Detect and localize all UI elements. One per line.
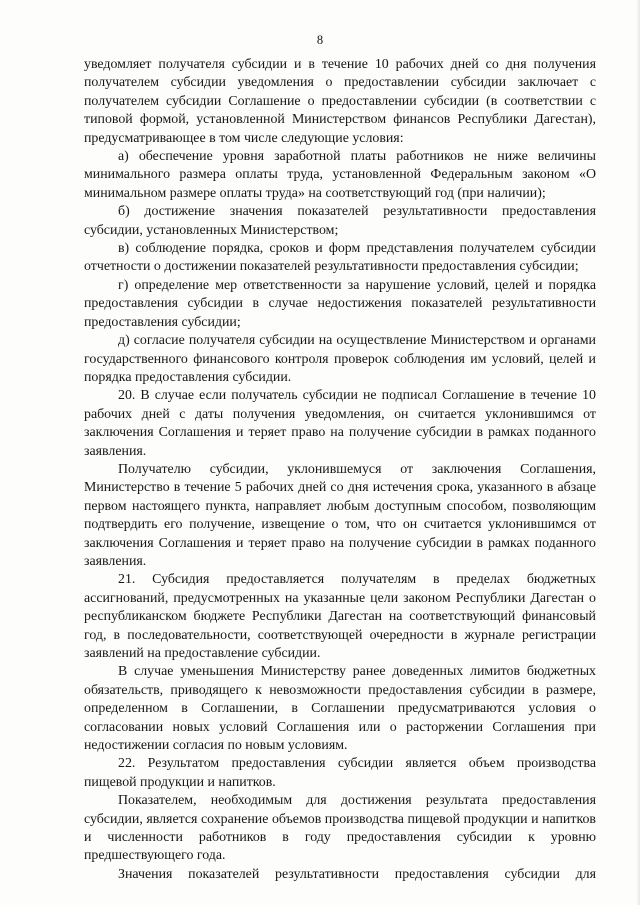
paragraph: Значения показателей результативности предоставления субсидии для [118, 866, 596, 882]
paragraph: 20. В случае если получатель субсидии не подписал Соглашение в течение 10 рабочих дней с даты получения уведомления, он считается уклонившимся от заключения Соглашения и теряет право на получение субсидии в рамках поданного заявления. [84, 388, 596, 459]
paragraph: Получателю субсидии, уклонившемуся от заключения Соглашения, Министерство в течение 5 рабочих дней со дня истечения срока, указанного в абзаце первом настоящего пункта, направляет любым доступным способом, позволяющим подтвердить его получение, извещение о том, что он считается уклонившимся от заключения Соглашения и теряет право на получение субсидии в рамках поданного заявления. [84, 461, 596, 569]
document-body [84, 56, 596, 884]
paragraph: уведомляет получателя субсидии и в течение 10 рабочих дней со дня получения получателем субсидии уведомления о предоставлении субсидии заключает с получателем субсидии Соглашение о предоставлении субсидии (в соответствии с типовой формой, установленной Министерством финансов Республики Дагестан), предусматривающее в том числе следующие условия: [84, 57, 596, 146]
scan-edge-shadow [636, 0, 640, 905]
paragraph: д) согласие получателя субсидии на осуществление Министерством и органами государственного финансового контроля проверок соблюдения им условий, целей и порядка предоставления субсидии. [84, 333, 596, 385]
paragraph: 21. Субсидия предоставляется получателям в пределах бюджетных ассигнований, предусмотренных на указанные цели законом Республики Дагестан о республиканском бюджете Республики Дагестан на соответствующий финансовый год, в последовательности, соответствующей очередности в журнале регистрации заявлений на предоставление субсидии. [84, 572, 596, 661]
paragraph: В случае уменьшения Министерству ранее доведенных лимитов бюджетных обязательств, приводящего к невозможности предоставления субсидии в размере, определенном в Соглашении, в Соглашении предусматриваются условия о согласовании новых условий Соглашения или о расторжении Соглашения при недостижении согласия по новым условиям. [84, 664, 596, 754]
paragraph: 22. Результатом предоставления субсидии является объем производства пищевой продукции и напитков. [84, 756, 596, 790]
paragraph: а) обеспечение уровня заработной платы работников не ниже величины минимального размера оплаты труда, установленной Федеральным законом «О минимальном размере оплаты труда» на соответствующий год (при наличии); [84, 149, 596, 201]
paragraph: г) определение мер ответственности за нарушение условий, целей и порядка предоставления субсидии в случае недостижения показателей результативности предоставления субсидии; [84, 277, 596, 330]
paragraph: Показателем, необходимым для достижения результата предоставления субсидии, является сохранение объемов производства пищевой продукции и напитков и численности работников в году предоставления субсидии к уровню предшествующего года. [84, 793, 596, 864]
page-number: 8 [316, 33, 324, 47]
paragraph: б) достижение значения показателей результативности предоставления субсидии, установленных Министерством; [84, 204, 596, 238]
paragraph: в) соблюдение порядка, сроков и форм представления получателем субсидии отчетности о достижении показателей результативности предоставления субсидии; [84, 241, 596, 275]
